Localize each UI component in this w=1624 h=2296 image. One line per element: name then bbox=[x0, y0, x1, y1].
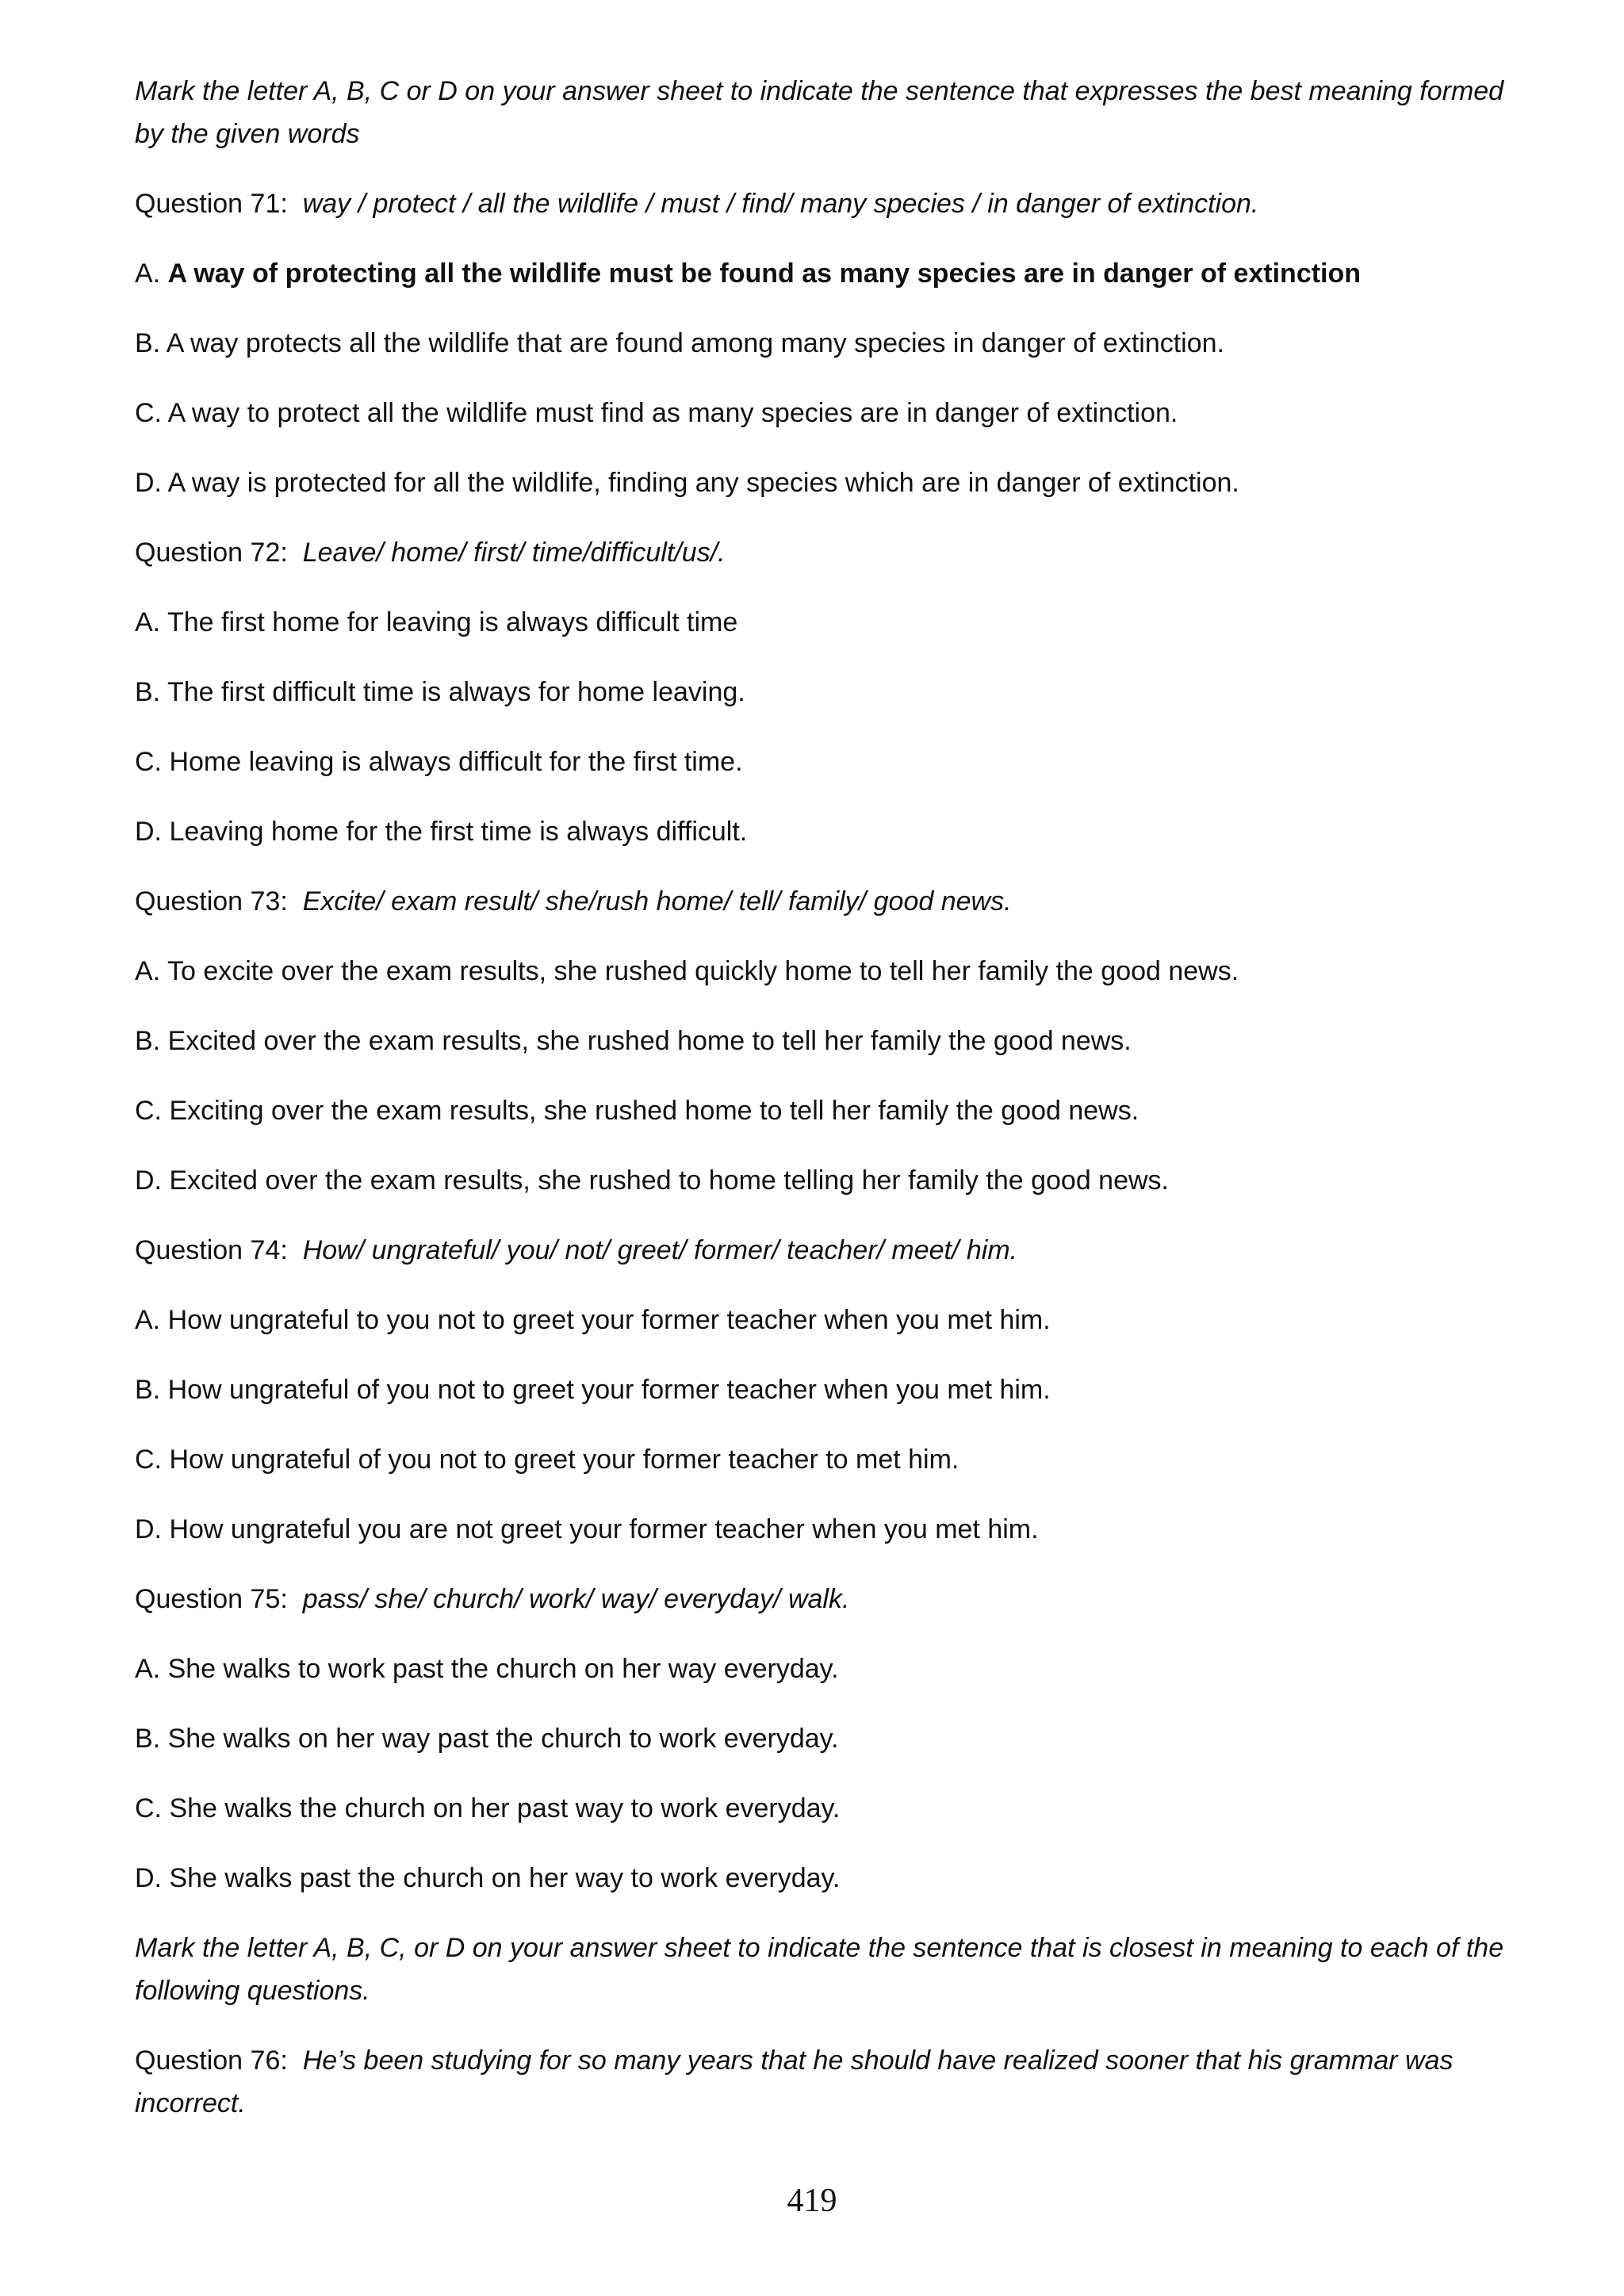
question-prompt: pass/ she/ church/ work/ way/ everyday/ walk. bbox=[302, 1584, 850, 1614]
option-text: A way to protect all the wildlife must find as many species are in danger of extinction. bbox=[167, 398, 1178, 428]
option-c bbox=[135, 392, 1530, 434]
option-letter: D. bbox=[135, 817, 162, 847]
option-text: How ungrateful of you not to greet your former teacher when you met him. bbox=[167, 1375, 1051, 1405]
option-text: How ungrateful of you not to greet your former teacher to met him. bbox=[169, 1445, 959, 1475]
question-prompt: How/ ungrateful/ you/ not/ greet/ former/ teacher/ meet/ him. bbox=[302, 1235, 1018, 1265]
question-74 bbox=[135, 1229, 1530, 1272]
option-a bbox=[135, 1647, 1530, 1690]
option-letter: C. bbox=[135, 1445, 162, 1475]
option-letter: A. bbox=[135, 1654, 161, 1684]
option-text: Exciting over the exam results, she rushed home to tell her family the good news. bbox=[169, 1096, 1139, 1126]
section-instruction: Mark the letter A, B, C or D on your answer sheet to indicate the sentence that expresses the best meaning formed by the given words bbox=[135, 76, 1504, 149]
option-letter: D. bbox=[135, 468, 162, 498]
document-page bbox=[135, 70, 1530, 2152]
option-text: How ungrateful you are not greet your former teacher when you met him. bbox=[169, 1514, 1039, 1544]
option-d bbox=[135, 1508, 1530, 1551]
option-letter: D. bbox=[135, 1863, 162, 1893]
option-d bbox=[135, 461, 1530, 504]
option-d bbox=[135, 1857, 1530, 1900]
option-b bbox=[135, 671, 1530, 714]
option-text: A way of protecting all the wildlife must be found as many species are in danger of extinction bbox=[167, 258, 1362, 289]
question-prompt: He’s been studying for so many years that he should have realized sooner that his grammar was incorrect. bbox=[135, 2045, 1454, 2118]
option-letter: A. bbox=[135, 956, 161, 986]
option-text: How ungrateful to you not to greet your former teacher when you met him. bbox=[167, 1305, 1051, 1335]
option-a bbox=[135, 1299, 1530, 1341]
question-75 bbox=[135, 1578, 1530, 1621]
option-a bbox=[135, 252, 1530, 295]
section-instruction: Mark the letter A, B, C, or D on your answer sheet to indicate the sentence that is closest in meaning to each of the following questions. bbox=[135, 1933, 1504, 2006]
question-label: Question 71: bbox=[135, 189, 288, 219]
option-text: Leaving home for the first time is always difficult. bbox=[169, 817, 748, 847]
option-text: She walks the church on her past way to work everyday. bbox=[169, 1793, 841, 1823]
option-d bbox=[135, 810, 1530, 853]
option-text: She walks to work past the church on her way everyday. bbox=[167, 1654, 839, 1684]
question-label: Question 74: bbox=[135, 1235, 288, 1265]
question-prompt: way / protect / all the wildlife / must / find/ many species / in danger of extinction. bbox=[302, 189, 1259, 219]
question-prompt: Leave/ home/ first/ time/difficult/us/. bbox=[302, 538, 726, 568]
option-text: Excited over the exam results, she rushed to home telling her family the good news. bbox=[169, 1165, 1169, 1196]
option-c bbox=[135, 740, 1530, 783]
option-d bbox=[135, 1159, 1530, 1202]
option-text: The first home for leaving is always difficult time bbox=[167, 607, 738, 637]
option-letter: A. bbox=[135, 607, 161, 637]
question-label: Question 76: bbox=[135, 2045, 288, 2076]
question-label: Question 73: bbox=[135, 886, 288, 916]
option-letter: B. bbox=[135, 328, 161, 358]
option-b bbox=[135, 1368, 1530, 1411]
option-text: To excite over the exam results, she rushed quickly home to tell her family the good news. bbox=[167, 956, 1239, 986]
option-letter: A. bbox=[135, 258, 161, 289]
option-a bbox=[135, 950, 1530, 993]
option-letter: D. bbox=[135, 1514, 162, 1544]
option-text: Home leaving is always difficult for the first time. bbox=[169, 747, 743, 777]
option-b bbox=[135, 1020, 1530, 1062]
option-letter: C. bbox=[135, 398, 162, 428]
option-b bbox=[135, 1717, 1530, 1760]
question-76 bbox=[135, 2039, 1530, 2125]
question-73 bbox=[135, 880, 1530, 923]
option-letter: B. bbox=[135, 1375, 161, 1405]
option-b bbox=[135, 322, 1530, 365]
option-letter: A. bbox=[135, 1305, 161, 1335]
question-72 bbox=[135, 531, 1530, 574]
option-c bbox=[135, 1089, 1530, 1132]
option-letter: B. bbox=[135, 677, 161, 707]
option-letter: B. bbox=[135, 1724, 161, 1754]
option-c bbox=[135, 1787, 1530, 1830]
option-letter: C. bbox=[135, 1096, 162, 1126]
option-text: She walks on her way past the church to work everyday. bbox=[167, 1724, 839, 1754]
option-text: Excited over the exam results, she rushed home to tell her family the good news. bbox=[167, 1026, 1132, 1056]
option-text: A way is protected for all the wildlife, finding any species which are in danger of extinction. bbox=[167, 468, 1239, 498]
question-prompt: Excite/ exam result/ she/rush home/ tell/ family/ good news. bbox=[302, 886, 1012, 916]
option-text: A way protects all the wildlife that are found among many species in danger of extinction. bbox=[166, 328, 1225, 358]
option-text: The first difficult time is always for home leaving. bbox=[167, 677, 745, 707]
option-letter: D. bbox=[135, 1165, 162, 1196]
option-letter: C. bbox=[135, 1793, 162, 1823]
question-label: Question 72: bbox=[135, 538, 288, 568]
option-letter: B. bbox=[135, 1026, 161, 1056]
question-label: Question 75: bbox=[135, 1584, 288, 1614]
question-71 bbox=[135, 182, 1530, 225]
option-a bbox=[135, 601, 1530, 644]
option-c bbox=[135, 1438, 1530, 1481]
option-text: She walks past the church on her way to work everyday. bbox=[169, 1863, 841, 1893]
page-number: 419 bbox=[787, 2183, 837, 2219]
option-letter: C. bbox=[135, 747, 162, 777]
